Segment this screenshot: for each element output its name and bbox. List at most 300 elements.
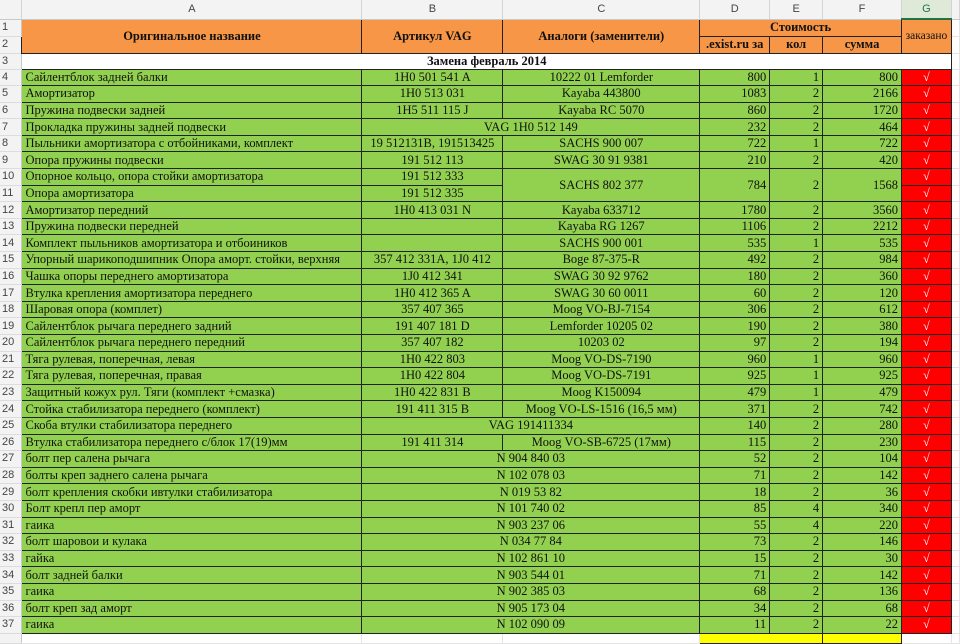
cell-article[interactable]: 1H0 501 541 A [362, 69, 503, 86]
cell-sum[interactable]: 742 [823, 401, 902, 418]
ordered-check-cell[interactable]: √ [901, 467, 951, 484]
header-name[interactable]: Оригинальное название [22, 19, 362, 53]
empty-cell[interactable] [951, 417, 959, 434]
cell-analog[interactable]: SACHS 900 001 [503, 235, 700, 252]
cell-article[interactable]: 1J0 412 341 [362, 268, 503, 285]
ordered-check-cell[interactable]: √ [901, 69, 951, 86]
row-number[interactable]: 13 [0, 218, 22, 235]
cell-article[interactable]: 191 512 335 [362, 185, 503, 202]
empty-cell[interactable] [951, 135, 959, 152]
row-number[interactable]: 17 [0, 285, 22, 302]
row-number[interactable]: 30 [0, 500, 22, 517]
row-number[interactable]: 22 [0, 368, 22, 385]
ordered-check-cell[interactable]: √ [901, 401, 951, 418]
cell-sum[interactable]: 420 [823, 152, 902, 169]
cell-price[interactable]: 140 [700, 417, 770, 434]
cell-analog[interactable]: Kayaba RG 1267 [503, 218, 700, 235]
cell-name[interactable]: Опорное кольцо, опора стойки амортизатора [22, 169, 362, 186]
cell-analog[interactable]: SWAG 30 91 9381 [503, 152, 700, 169]
select-all-corner[interactable] [0, 0, 22, 19]
ordered-check-cell[interactable]: √ [901, 617, 951, 634]
cell-price[interactable]: 860 [700, 102, 770, 119]
cell-price[interactable]: 784 [700, 169, 770, 202]
cell-qty[interactable]: 1 [770, 384, 823, 401]
cell-name[interactable]: гайка [22, 550, 362, 567]
cell-name[interactable]: Втулка стабилизатора переднего с/блок 17(19)мм [22, 434, 362, 451]
cell-analog[interactable]: Moog VO-SB-6725 (17мм) [503, 434, 700, 451]
cell-price[interactable]: 68 [700, 583, 770, 600]
cell-qty[interactable]: 2 [770, 550, 823, 567]
cell-qty[interactable]: 2 [770, 202, 823, 219]
cell-sum[interactable]: 984 [823, 252, 902, 269]
cell-analog[interactable]: Moog VO-LS-1516 (16,5 мм) [503, 401, 700, 418]
row-number[interactable]: 18 [0, 301, 22, 318]
empty-cell[interactable] [951, 69, 959, 86]
row-number[interactable]: 34 [0, 567, 22, 584]
cell-qty[interactable]: 1 [770, 235, 823, 252]
cell-sum[interactable]: 142 [823, 567, 902, 584]
ordered-check-cell[interactable]: √ [901, 185, 951, 202]
cell-article[interactable]: 191 512 113 [362, 152, 503, 169]
cell-sum[interactable]: 1568 [823, 169, 902, 202]
column-header-b[interactable]: B [362, 0, 503, 19]
cell-name[interactable]: болт крепления скобки ивтулки стабилизатора [22, 484, 362, 501]
cell-article[interactable]: 1H0 422 804 [362, 368, 503, 385]
cell-price[interactable]: 73 [700, 534, 770, 551]
cell-name[interactable]: Болт крепл пер аморт [22, 500, 362, 517]
empty-cell[interactable] [951, 384, 959, 401]
cell-price[interactable]: 535 [700, 235, 770, 252]
cell-name[interactable]: Упорный шарикоподшипник Опора аморт. стойки, верхняя [22, 252, 362, 269]
cell-analog[interactable]: SACHS 900 007 [503, 135, 700, 152]
empty-cell[interactable] [951, 517, 959, 534]
row-number[interactable]: 24 [0, 401, 22, 418]
header-analogs[interactable]: Аналоги (заменители) [503, 19, 700, 53]
header-ordered[interactable]: заказано [901, 19, 951, 53]
cell-name[interactable]: гаика [22, 583, 362, 600]
cell-price[interactable]: 1780 [700, 202, 770, 219]
column-header-f[interactable]: F [823, 0, 902, 19]
header-article[interactable]: Артикул VAG [362, 19, 503, 53]
column-header-c[interactable]: C [503, 0, 700, 19]
cell-price[interactable]: 722 [700, 135, 770, 152]
cell-name[interactable]: Защитный кожух рул. Тяги (комплект +смазка) [22, 384, 362, 401]
cell-article-merged[interactable]: N 101 740 02 [362, 500, 700, 517]
cell-price[interactable]: 210 [700, 152, 770, 169]
cell-price[interactable]: 11 [700, 617, 770, 634]
cell-sum[interactable]: 380 [823, 318, 902, 335]
cell-sum[interactable]: 36 [823, 484, 902, 501]
row-number[interactable]: 36 [0, 600, 22, 617]
cell-name[interactable]: Опора пружины подвески [22, 152, 362, 169]
cell-analog[interactable]: Boge 87-375-R [503, 252, 700, 269]
cell-price[interactable]: 34 [700, 600, 770, 617]
total-cell[interactable] [823, 633, 902, 643]
cell-qty[interactable]: 4 [770, 500, 823, 517]
empty-cell[interactable] [951, 202, 959, 219]
cell-sum[interactable]: 146 [823, 534, 902, 551]
row-number[interactable]: 26 [0, 434, 22, 451]
cell-name[interactable]: Шаровая опора (комплет) [22, 301, 362, 318]
cell-price[interactable]: 232 [700, 119, 770, 136]
cell-article-merged[interactable]: N 902 385 03 [362, 583, 700, 600]
cell-sum[interactable]: 464 [823, 119, 902, 136]
empty-cell[interactable] [951, 268, 959, 285]
cell-name[interactable]: болт пер салена рычага [22, 451, 362, 468]
cell-name[interactable]: гаика [22, 517, 362, 534]
row-number[interactable]: 3 [0, 53, 22, 69]
cell-price[interactable]: 180 [700, 268, 770, 285]
cell-qty[interactable]: 2 [770, 534, 823, 551]
ordered-check-cell[interactable]: √ [901, 252, 951, 269]
cell-sum[interactable]: 612 [823, 301, 902, 318]
row-number[interactable]: 33 [0, 550, 22, 567]
empty-cell[interactable] [951, 583, 959, 600]
cell-analog[interactable]: SWAG 30 92 9762 [503, 268, 700, 285]
ordered-check-cell[interactable]: √ [901, 434, 951, 451]
cell-name[interactable]: Комплект пыльников амортизатора и отбоиников [22, 235, 362, 252]
cell-name[interactable]: Пыльники амортизатора с отбойниками, комплект [22, 135, 362, 152]
cell-article[interactable]: 1H0 422 803 [362, 351, 503, 368]
empty-cell[interactable] [951, 169, 959, 186]
cell-sum[interactable]: 3560 [823, 202, 902, 219]
ordered-check-cell[interactable]: √ [901, 550, 951, 567]
row-number[interactable]: 10 [0, 169, 22, 186]
ordered-check-cell[interactable]: √ [901, 335, 951, 352]
cell-name[interactable]: Сайлентблок рычага переднего передний [22, 335, 362, 352]
ordered-check-cell[interactable]: √ [901, 152, 951, 169]
cell-price[interactable]: 18 [700, 484, 770, 501]
empty-cell[interactable] [951, 534, 959, 551]
cell-sum[interactable]: 120 [823, 285, 902, 302]
cell-name[interactable]: Пружина подвески передней [22, 218, 362, 235]
empty-cell[interactable] [951, 600, 959, 617]
cell-article[interactable]: 357 412 331A, 1J0 412 [362, 252, 503, 269]
cell-article[interactable]: 1H0 413 031 N [362, 202, 503, 219]
cell-article[interactable]: 191 407 181 D [362, 318, 503, 335]
column-header-d[interactable]: D [700, 0, 770, 19]
cell-price[interactable]: 15 [700, 550, 770, 567]
cell-article-merged[interactable]: VAG 1H0 512 149 [362, 119, 700, 136]
empty-cell[interactable] [951, 218, 959, 235]
cell-sum[interactable]: 142 [823, 467, 902, 484]
empty-cell[interactable] [951, 633, 959, 643]
cell-qty[interactable]: 2 [770, 285, 823, 302]
cell-name[interactable]: Чашка опоры переднего амортизатора [22, 268, 362, 285]
ordered-check-cell[interactable]: √ [901, 517, 951, 534]
cell-sum[interactable]: 800 [823, 69, 902, 86]
row-number[interactable]: 32 [0, 534, 22, 551]
cell-analog[interactable]: Moog K150094 [503, 384, 700, 401]
row-number[interactable]: 23 [0, 384, 22, 401]
cell-article-merged[interactable]: N 019 53 82 [362, 484, 700, 501]
cell-sum[interactable]: 136 [823, 583, 902, 600]
header-sum[interactable]: сумма [823, 36, 902, 53]
ordered-check-cell[interactable]: √ [901, 451, 951, 468]
ordered-check-cell[interactable]: √ [901, 119, 951, 136]
row-number[interactable]: 2 [0, 36, 22, 53]
ordered-check-cell[interactable]: √ [901, 567, 951, 584]
cell-qty[interactable]: 2 [770, 434, 823, 451]
section-title[interactable]: Замена февраль 2014 [22, 53, 951, 69]
empty-cell[interactable] [951, 434, 959, 451]
empty-cell[interactable] [503, 633, 700, 643]
cell-price[interactable]: 71 [700, 467, 770, 484]
row-number[interactable]: 1 [0, 19, 22, 36]
row-number[interactable]: 11 [0, 185, 22, 202]
cell-article-merged[interactable]: N 102 861 10 [362, 550, 700, 567]
cell-price[interactable]: 115 [700, 434, 770, 451]
cell-article[interactable]: 1H5 511 115 J [362, 102, 503, 119]
cell-sum[interactable]: 340 [823, 500, 902, 517]
cell-price[interactable]: 306 [700, 301, 770, 318]
cell-sum[interactable]: 104 [823, 451, 902, 468]
cell-price[interactable]: 1106 [700, 218, 770, 235]
cell-name[interactable]: болт задней балки [22, 567, 362, 584]
empty-cell[interactable] [951, 301, 959, 318]
cell-sum[interactable]: 925 [823, 368, 902, 385]
cell-article[interactable] [362, 235, 503, 252]
cell-analog[interactable]: 10203 02 [503, 335, 700, 352]
empty-cell[interactable] [951, 318, 959, 335]
cell-sum[interactable]: 722 [823, 135, 902, 152]
cell-price[interactable]: 55 [700, 517, 770, 534]
cell-qty[interactable]: 1 [770, 368, 823, 385]
cell-name[interactable]: Тяга рулевая, поперечная, левая [22, 351, 362, 368]
column-header-e[interactable]: E [770, 0, 823, 19]
empty-cell[interactable] [951, 119, 959, 136]
cell-name[interactable]: болт шаровои и кулака [22, 534, 362, 551]
cell-qty[interactable]: 2 [770, 301, 823, 318]
row-number[interactable]: 31 [0, 517, 22, 534]
cell-name[interactable]: Втулка крепления амортизатора переднего [22, 285, 362, 302]
empty-cell[interactable] [951, 102, 959, 119]
cell-qty[interactable]: 2 [770, 252, 823, 269]
cell-sum[interactable]: 230 [823, 434, 902, 451]
cell-article-merged[interactable]: N 903 544 01 [362, 567, 700, 584]
ordered-check-cell[interactable]: √ [901, 600, 951, 617]
empty-cell[interactable] [951, 550, 959, 567]
cell-price[interactable]: 190 [700, 318, 770, 335]
row-number[interactable]: 20 [0, 335, 22, 352]
cell-article-merged[interactable]: N 903 237 06 [362, 517, 700, 534]
cell-analog[interactable]: SWAG 30 60 0011 [503, 285, 700, 302]
cell-article[interactable]: 19 512131B, 191513425 [362, 135, 503, 152]
empty-cell[interactable] [951, 252, 959, 269]
ordered-check-cell[interactable]: √ [901, 202, 951, 219]
cell-qty[interactable]: 2 [770, 583, 823, 600]
row-number[interactable]: 21 [0, 351, 22, 368]
cell-qty[interactable]: 2 [770, 467, 823, 484]
cell-name[interactable]: Амортизатор передний [22, 202, 362, 219]
cell-sum[interactable]: 280 [823, 417, 902, 434]
cell-price[interactable]: 52 [700, 451, 770, 468]
cell-qty[interactable]: 2 [770, 417, 823, 434]
cell-price[interactable]: 60 [700, 285, 770, 302]
cell-analog[interactable]: Kayaba 443800 [503, 86, 700, 103]
empty-cell[interactable] [951, 451, 959, 468]
cell-sum[interactable]: 2166 [823, 86, 902, 103]
total-cell[interactable] [700, 633, 823, 643]
row-number[interactable]: 6 [0, 102, 22, 119]
cell-article-merged[interactable]: N 905 173 04 [362, 600, 700, 617]
empty-cell[interactable] [951, 285, 959, 302]
row-number[interactable]: 12 [0, 202, 22, 219]
empty-cell[interactable] [951, 152, 959, 169]
ordered-check-cell[interactable]: √ [901, 218, 951, 235]
ordered-check-cell[interactable]: √ [901, 235, 951, 252]
cell-qty[interactable]: 2 [770, 451, 823, 468]
cell-sum[interactable]: 1720 [823, 102, 902, 119]
cell-qty[interactable]: 1 [770, 351, 823, 368]
cell-name[interactable]: Пружина подвески задней [22, 102, 362, 119]
row-number[interactable]: 35 [0, 583, 22, 600]
cell-qty[interactable]: 2 [770, 335, 823, 352]
ordered-check-cell[interactable]: √ [901, 102, 951, 119]
empty-cell[interactable] [951, 368, 959, 385]
cell-article[interactable]: 357 407 182 [362, 335, 503, 352]
cell-qty[interactable]: 1 [770, 69, 823, 86]
empty-cell[interactable] [951, 401, 959, 418]
cell-article-merged[interactable]: N 904 840 03 [362, 451, 700, 468]
cell-article-merged[interactable]: VAG 191411334 [362, 417, 700, 434]
row-number[interactable]: 37 [0, 617, 22, 634]
cell-price[interactable]: 371 [700, 401, 770, 418]
empty-cell[interactable] [951, 335, 959, 352]
cell-qty[interactable]: 2 [770, 102, 823, 119]
cell-name[interactable]: Тяга рулевая, поперечная, правая [22, 368, 362, 385]
cell-price[interactable]: 492 [700, 252, 770, 269]
cell-name[interactable]: болты креп заднего салена рычага [22, 467, 362, 484]
cell-article-merged[interactable]: N 034 77 84 [362, 534, 700, 551]
row-number[interactable]: 27 [0, 451, 22, 468]
cell-analog[interactable]: Moog VO-DS-7190 [503, 351, 700, 368]
ordered-check-cell[interactable]: √ [901, 534, 951, 551]
cell-sum[interactable]: 360 [823, 268, 902, 285]
empty-cell[interactable] [951, 86, 959, 103]
row-number[interactable]: 7 [0, 119, 22, 136]
cell-article[interactable]: 1H0 412 365 A [362, 285, 503, 302]
ordered-check-cell[interactable]: √ [901, 384, 951, 401]
empty-cell[interactable] [951, 467, 959, 484]
cell-sum[interactable]: 68 [823, 600, 902, 617]
cell-article[interactable]: 191 411 314 [362, 434, 503, 451]
cell-sum[interactable]: 479 [823, 384, 902, 401]
row-number[interactable]: 25 [0, 417, 22, 434]
empty-cell[interactable] [362, 633, 503, 643]
cell-analog[interactable]: SACHS 802 377 [503, 169, 700, 202]
empty-cell[interactable] [951, 235, 959, 252]
cell-name[interactable]: Амортизатор [22, 86, 362, 103]
row-number[interactable]: 19 [0, 318, 22, 335]
empty-cell[interactable] [951, 351, 959, 368]
cell-sum[interactable]: 22 [823, 617, 902, 634]
cell-article[interactable]: 191 411 315 B [362, 401, 503, 418]
cell-name[interactable]: Опора амортизатора [22, 185, 362, 202]
cell-qty[interactable]: 2 [770, 218, 823, 235]
cell-qty[interactable]: 2 [770, 567, 823, 584]
cell-analog[interactable]: Kayaba 633712 [503, 202, 700, 219]
cell-sum[interactable]: 194 [823, 335, 902, 352]
cell-price[interactable]: 800 [700, 69, 770, 86]
cell-sum[interactable]: 220 [823, 517, 902, 534]
cell-sum[interactable]: 30 [823, 550, 902, 567]
cell-qty[interactable]: 4 [770, 517, 823, 534]
row-number[interactable]: 4 [0, 69, 22, 86]
cell-sum[interactable]: 535 [823, 235, 902, 252]
cell-article[interactable]: 1H0 513 031 [362, 86, 503, 103]
cell-analog[interactable]: 10222 01 Lemforder [503, 69, 700, 86]
empty-cell[interactable] [951, 500, 959, 517]
cell-name[interactable]: Сайлентблок рычага переднего задний [22, 318, 362, 335]
cell-price[interactable]: 85 [700, 500, 770, 517]
cell-name[interactable]: Скоба втулки стабилизатора переднего [22, 417, 362, 434]
header-cost[interactable]: Стоимость [700, 19, 902, 36]
cell-analog[interactable]: Kayaba RC 5070 [503, 102, 700, 119]
cell-article[interactable] [362, 218, 503, 235]
empty-cell[interactable] [22, 633, 362, 643]
row-number[interactable]: 5 [0, 86, 22, 103]
cell-name[interactable]: гаика [22, 617, 362, 634]
cell-qty[interactable]: 2 [770, 169, 823, 202]
cell-qty[interactable]: 2 [770, 401, 823, 418]
ordered-check-cell[interactable]: √ [901, 484, 951, 501]
cell-qty[interactable]: 2 [770, 152, 823, 169]
ordered-check-cell[interactable]: √ [901, 417, 951, 434]
cell-qty[interactable]: 2 [770, 86, 823, 103]
cell-analog[interactable]: Moog VO-DS-7191 [503, 368, 700, 385]
ordered-check-cell[interactable]: √ [901, 318, 951, 335]
ordered-check-cell[interactable]: √ [901, 169, 951, 186]
cell-name[interactable]: Стойка стабилизатора переднего (комплект) [22, 401, 362, 418]
ordered-check-cell[interactable]: √ [901, 351, 951, 368]
cell-qty[interactable]: 2 [770, 119, 823, 136]
cell-name[interactable]: Сайлентблок задней балки [22, 69, 362, 86]
row-number[interactable]: 9 [0, 152, 22, 169]
cell-name[interactable]: Прокладка пружины задней подвески [22, 119, 362, 136]
cell-sum[interactable]: 960 [823, 351, 902, 368]
cell-price[interactable]: 960 [700, 351, 770, 368]
empty-cell[interactable] [951, 567, 959, 584]
cell-name[interactable]: болт креп зад аморт [22, 600, 362, 617]
row-number[interactable]: 16 [0, 268, 22, 285]
cell-article-merged[interactable]: N 102 078 03 [362, 467, 700, 484]
ordered-check-cell[interactable]: √ [901, 583, 951, 600]
ordered-check-cell[interactable]: √ [901, 285, 951, 302]
cell-qty[interactable]: 2 [770, 600, 823, 617]
cell-article[interactable]: 191 512 333 [362, 169, 503, 186]
ordered-check-cell[interactable]: √ [901, 268, 951, 285]
column-header-g[interactable]: G [901, 0, 951, 19]
ordered-check-cell[interactable]: √ [901, 368, 951, 385]
row-number[interactable]: 28 [0, 467, 22, 484]
header-qty[interactable]: кол [770, 36, 823, 53]
row-number[interactable]: 15 [0, 252, 22, 269]
empty-cell[interactable] [951, 484, 959, 501]
empty-cell[interactable] [951, 185, 959, 202]
cell-article-merged[interactable]: N 102 090 09 [362, 617, 700, 634]
cell-article[interactable]: 1H0 422 831 B [362, 384, 503, 401]
row-number[interactable]: 29 [0, 484, 22, 501]
column-header-a[interactable]: A [22, 0, 362, 19]
row-number[interactable]: 14 [0, 235, 22, 252]
cell-price[interactable]: 97 [700, 335, 770, 352]
cell-qty[interactable]: 2 [770, 484, 823, 501]
ordered-check-cell[interactable]: √ [901, 86, 951, 103]
cell-price[interactable]: 925 [700, 368, 770, 385]
row-number[interactable]: 8 [0, 135, 22, 152]
ordered-check-cell[interactable]: √ [901, 301, 951, 318]
